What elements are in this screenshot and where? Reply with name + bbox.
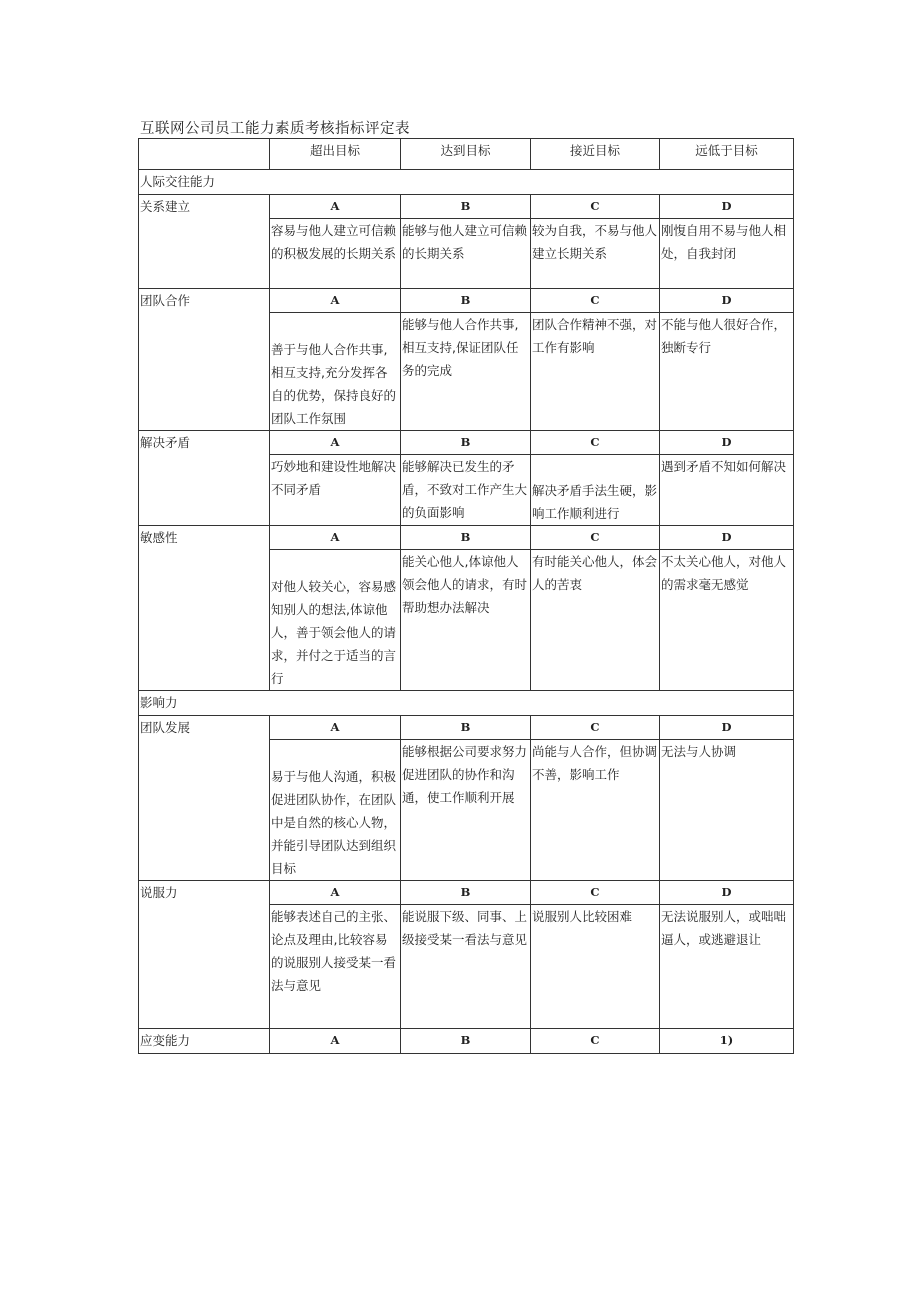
section-title-interpersonal: 人际交往能力 <box>139 170 794 195</box>
header-row <box>139 139 794 170</box>
section-row <box>139 691 794 716</box>
grade-label-a: A <box>270 1029 401 1054</box>
grade-label-c: C <box>531 526 660 550</box>
grade-label-b: B <box>401 526 531 550</box>
grade-label-d: D <box>660 881 794 905</box>
header-level-meet: 达到目标 <box>401 139 531 170</box>
description-c: 团队合作精神不强，对工作有影响 <box>531 313 660 431</box>
grade-row <box>139 526 794 550</box>
header-level-exceed: 超出目标 <box>270 139 401 170</box>
grade-row <box>139 716 794 740</box>
description-d: 无法说服别人，或咄咄逼人，或逃避退让 <box>660 905 794 1029</box>
description-b: 能够解决已发生的矛盾，不致对工作产生大的负面影响 <box>401 455 531 526</box>
grade-label-d: 1) <box>660 1029 794 1054</box>
header-level-near: 接近目标 <box>531 139 660 170</box>
grade-label-c: C <box>531 289 660 313</box>
grade-label-c: C <box>531 881 660 905</box>
criterion-conflict-resolution: 解决矛盾 <box>139 431 270 526</box>
grade-row <box>139 289 794 313</box>
grade-label-c: C <box>531 716 660 740</box>
description-c: 较为自我，不易与他人建立长期关系 <box>531 219 660 289</box>
description-a: 善于与他人合作共事,相互支持,充分发挥各自的优势，保持良好的团队工作氛围 <box>270 313 401 431</box>
grade-label-b: B <box>401 881 531 905</box>
description-d: 不太关心他人，对他人的需求毫无感觉 <box>660 550 794 691</box>
description-a: 对他人较关心，容易感知别人的想法,体谅他人，善于领会他人的请求，并付之于适当的言行 <box>270 550 401 691</box>
description-b: 能关心他人,体谅他人领会他人的请求，有时帮助想办法解决 <box>401 550 531 691</box>
description-b: 能够与他人合作共事,相互支持,保证团队任务的完成 <box>401 313 531 431</box>
description-c: 解决矛盾手法生硬，影响工作顺利进行 <box>531 455 660 526</box>
adaptability-row <box>139 1029 794 1054</box>
grade-label-d: D <box>660 289 794 313</box>
grade-label-d: D <box>660 526 794 550</box>
criterion-adaptability: 应变能力 <box>139 1029 270 1054</box>
criterion-relationship-building: 关系建立 <box>139 195 270 289</box>
grade-label-a: A <box>270 289 401 313</box>
description-c: 有时能关心他人，体会人的苦衷 <box>531 550 660 691</box>
criterion-team-development: 团队发展 <box>139 716 270 881</box>
grade-label-c: C <box>531 1029 660 1054</box>
grade-row <box>139 431 794 455</box>
description-b: 能说服下级、同事、上级接受某一看法与意见 <box>401 905 531 1029</box>
grade-label-a: A <box>270 526 401 550</box>
evaluation-table <box>138 138 794 1054</box>
grade-row <box>139 881 794 905</box>
grade-label-b: B <box>401 1029 531 1054</box>
grade-label-d: D <box>660 716 794 740</box>
page-title: 互联网公司员工能力素质考核指标评定表 <box>140 121 410 137</box>
criterion-sensitivity: 敏感性 <box>139 526 270 691</box>
description-a: 容易与他人建立可信赖的积极发展的长期关系 <box>270 219 401 289</box>
description-c: 说服别人比较困难 <box>531 905 660 1029</box>
description-a: 巧妙地和建设性地解决不同矛盾 <box>270 455 401 526</box>
description-c: 尚能与人合作，但协调不善，影响工作 <box>531 740 660 881</box>
section-title-influence: 影响力 <box>139 691 794 716</box>
grade-label-b: B <box>401 195 531 219</box>
section-row <box>139 170 794 195</box>
header-corner <box>139 139 270 170</box>
grade-label-b: B <box>401 289 531 313</box>
description-b: 能够根据公司要求努力促进团队的协作和沟通，使工作顺利开展 <box>401 740 531 881</box>
criterion-persuasiveness: 说服力 <box>139 881 270 1029</box>
grade-label-b: B <box>401 431 531 455</box>
description-d: 刚愎自用不易与他人相处，自我封闭 <box>660 219 794 289</box>
description-b: 能够与他人建立可信赖的长期关系 <box>401 219 531 289</box>
description-d: 不能与他人很好合作，独断专行 <box>660 313 794 431</box>
grade-label-c: C <box>531 195 660 219</box>
grade-label-b: B <box>401 716 531 740</box>
criterion-teamwork: 团队合作 <box>139 289 270 431</box>
grade-label-a: A <box>270 431 401 455</box>
description-d: 无法与人协调 <box>660 740 794 881</box>
grade-label-d: D <box>660 431 794 455</box>
description-a: 能够表述自己的主张、论点及理由,比较容易的说服别人接受某一看法与意见 <box>270 905 401 1029</box>
grade-label-a: A <box>270 881 401 905</box>
description-d: 遇到矛盾不知如何解决 <box>660 455 794 526</box>
grade-label-a: A <box>270 195 401 219</box>
description-a: 易于与他人沟通，积极促进团队协作，在团队中是自然的核心人物，并能引导团队达到组织目标 <box>270 740 401 881</box>
grade-row <box>139 195 794 219</box>
grade-label-a: A <box>270 716 401 740</box>
grade-label-d: D <box>660 195 794 219</box>
header-level-far-below: 远低于目标 <box>660 139 794 170</box>
grade-label-c: C <box>531 431 660 455</box>
